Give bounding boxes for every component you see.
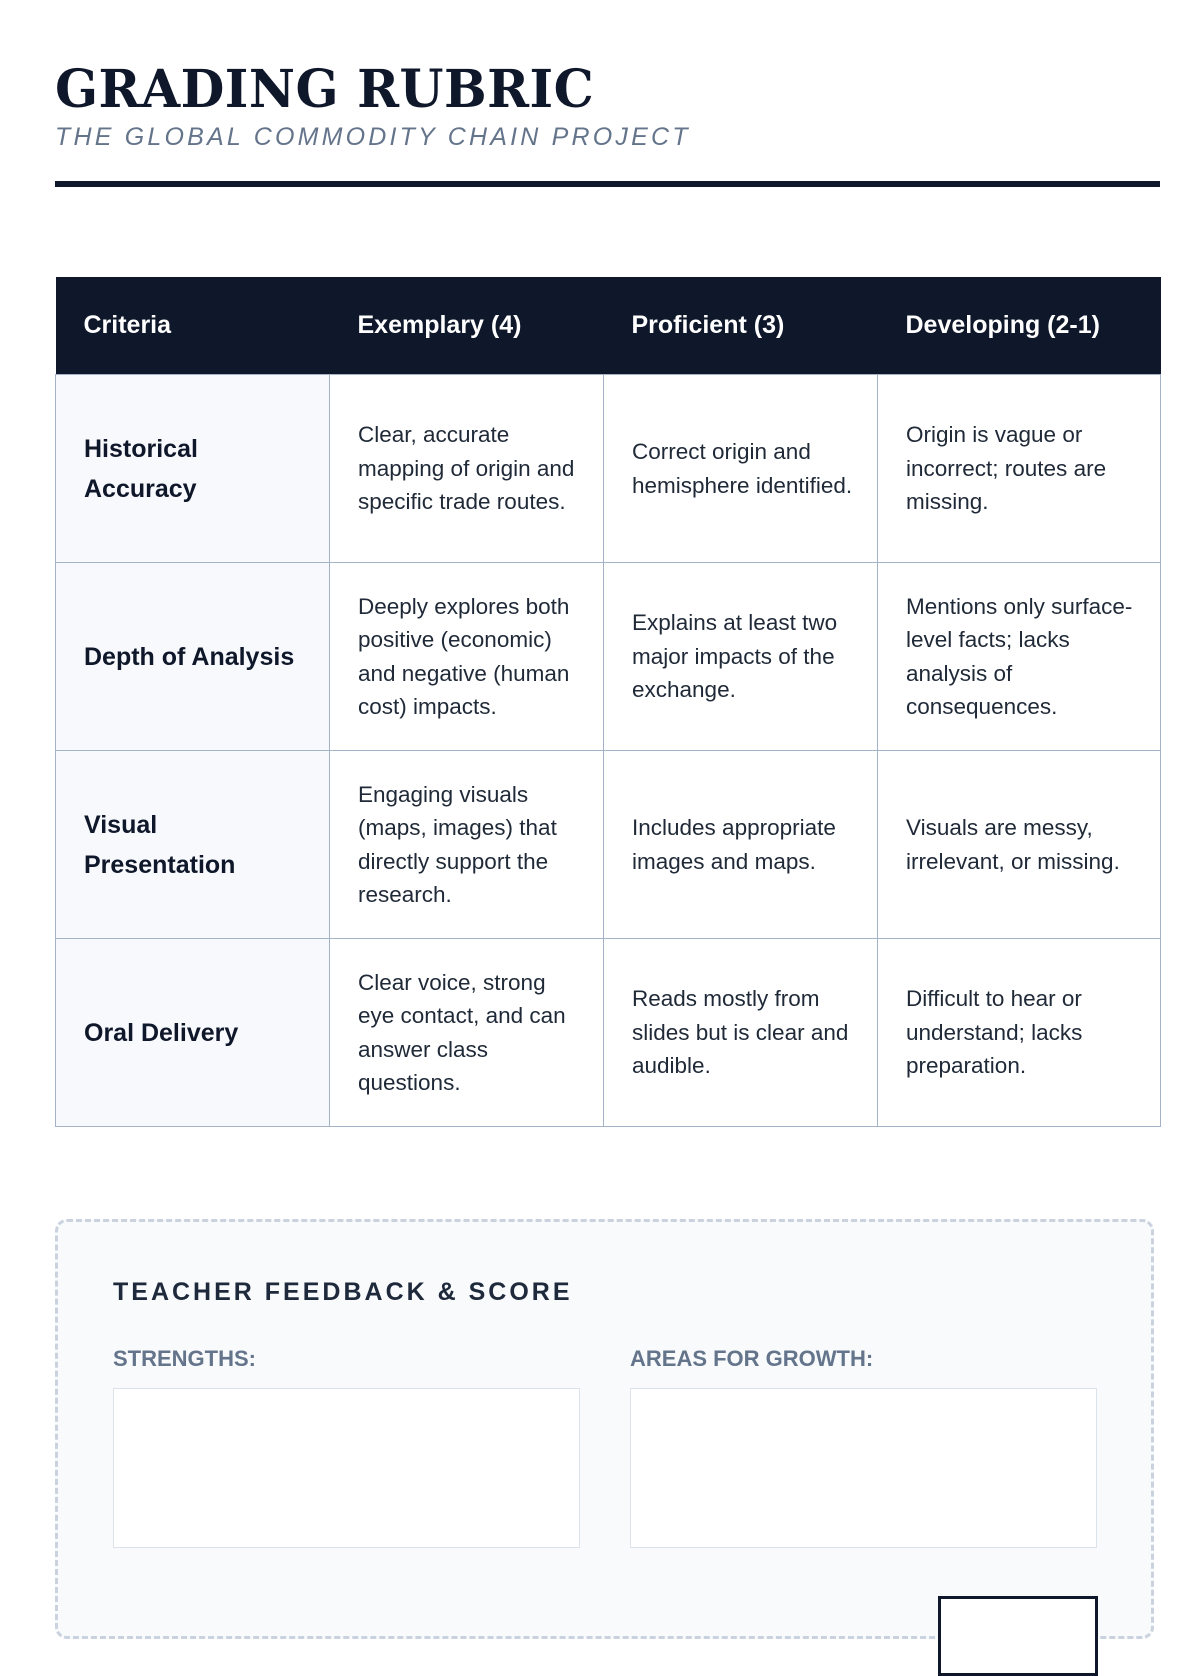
table-row xyxy=(56,751,1161,939)
exemplary-cell: Clear voice, strong eye contact, and can answer class questions. xyxy=(330,939,604,1127)
table-row xyxy=(56,375,1161,563)
column-header-proficient: Proficient (3) xyxy=(604,277,878,375)
developing-cell: Difficult to hear or understand; lacks preparation. xyxy=(878,939,1161,1127)
proficient-cell: Includes appropriate images and maps. xyxy=(604,751,878,939)
feedback-title: TEACHER FEEDBACK & SCORE xyxy=(113,1278,573,1306)
table-row xyxy=(56,563,1161,751)
criteria-cell: Visual Presentation xyxy=(56,751,330,939)
exemplary-cell: Clear, accurate mapping of origin and specific trade routes. xyxy=(330,375,604,563)
exemplary-cell: Engaging visuals (maps, images) that directly support the research. xyxy=(330,751,604,939)
criteria-cell: Depth of Analysis xyxy=(56,563,330,751)
proficient-cell: Explains at least two major impacts of the exchange. xyxy=(604,563,878,751)
developing-cell: Origin is vague or incorrect; routes are missing. xyxy=(878,375,1161,563)
header-divider xyxy=(55,181,1160,187)
growth-field[interactable] xyxy=(630,1388,1097,1548)
table-row xyxy=(56,939,1161,1127)
criteria-cell: Historical Accuracy xyxy=(56,375,330,563)
criteria-cell: Oral Delivery xyxy=(56,939,330,1127)
strengths-label: STRENGTHS: xyxy=(113,1346,256,1371)
table-header-row xyxy=(56,277,1161,375)
developing-cell: Mentions only surface-level facts; lacks analysis of consequences. xyxy=(878,563,1161,751)
rubric-table xyxy=(55,277,1161,1127)
growth-label: AREAS FOR GROWTH: xyxy=(630,1346,874,1371)
teacher-feedback-panel xyxy=(55,1219,1154,1639)
developing-cell: Visuals are messy, irrelevant, or missing. xyxy=(878,751,1161,939)
rubric-page xyxy=(55,0,1160,1371)
proficient-cell: Reads mostly from slides but is clear and audible. xyxy=(604,939,878,1127)
score-box[interactable] xyxy=(938,1596,1098,1676)
proficient-cell: Correct origin and hemisphere identified. xyxy=(604,375,878,563)
page-header xyxy=(55,0,1160,187)
page-subtitle: THE GLOBAL COMMODITY CHAIN PROJECT xyxy=(55,123,691,151)
strengths-field[interactable] xyxy=(113,1388,580,1548)
column-header-exemplary: Exemplary (4) xyxy=(330,277,604,375)
column-header-developing: Developing (2-1) xyxy=(878,277,1161,375)
exemplary-cell: Deeply explores both positive (economic) and negative (human cost) impacts. xyxy=(330,563,604,751)
column-header-criteria: Criteria xyxy=(56,277,330,375)
page-title: GRADING RUBRIC xyxy=(55,59,595,120)
